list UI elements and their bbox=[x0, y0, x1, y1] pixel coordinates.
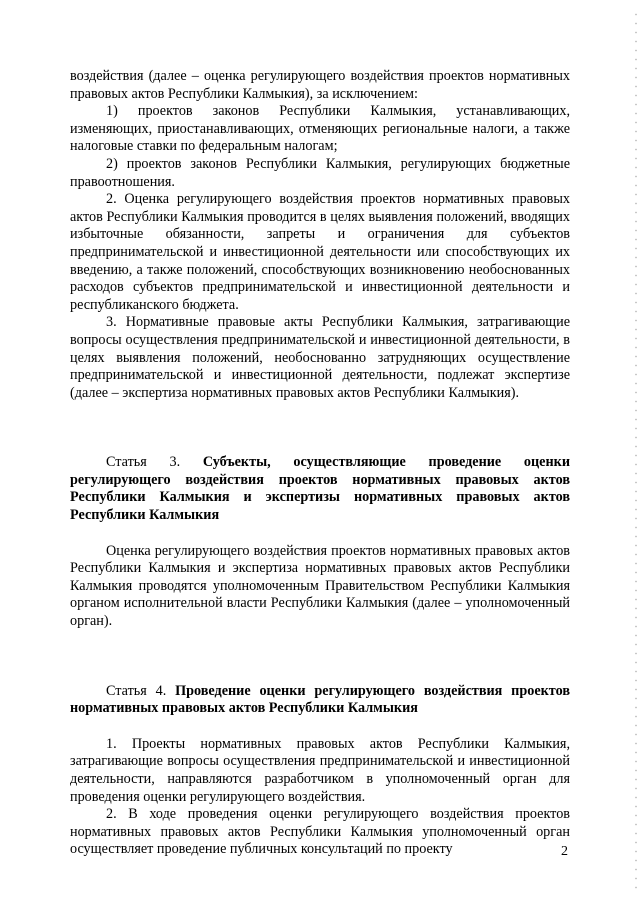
article-4-title: Проведение оценки регулирующего воздействия проектов нормативных правовых актов Республики Калмыкия bbox=[70, 682, 570, 717]
list-item-2: 2) проектов законов Республики Калмыкия, регулирующих бюджетные правоотношения. bbox=[70, 155, 570, 190]
article-4-label: Статья 4. bbox=[106, 682, 176, 699]
article-3-title: Субъекты, осуществляющие проведение оценки регулирующего воздействия проектов нормативных правовых актов Республики Калмыкия и экспертизы нормативных правовых актов Республики Калмыкия bbox=[70, 454, 571, 524]
page-number: 2 bbox=[561, 844, 568, 859]
article-3-body: Оценка регулирующего воздействия проектов нормативных правовых актов Республики Калмыкия и экспертиза нормативных правовых актов Республики Калмыкия проводятся уполномоченным Правительством Республики Калмыкия органом исполнительной власти Республики Калмыкия (далее – уполномоченный орган). bbox=[70, 542, 570, 630]
scan-edge-marks bbox=[635, 10, 637, 895]
document-page bbox=[70, 68, 570, 859]
paragraph-3: 3. Нормативные правовые акты Республики Калмыкия, затрагивающие вопросы осуществления предпринимательской и инвестиционной деятельности, в целях выявления положений, необоснованно затрудняющих осуществление предпринимательской и инвестиционной деятельности, подлежат экспертизе (далее – экспертиза нормативных правовых актов Республики Калмыкия). bbox=[70, 314, 570, 401]
paragraph-intro-continued: воздействия (далее – оценка регулирующего воздействия проектов нормативных правовых актов Республики Калмыкия), за исключением: bbox=[70, 68, 570, 102]
article-4-paragraph-1: 1. Проекты нормативных правовых актов Республики Калмыкия, затрагивающие вопросы осуществления предпринимательской и инвестиционной деятельности, направляются разработчиком в уполномоченный орган для проведения оценки регулирующего воздействия. bbox=[70, 735, 570, 805]
article-4-heading bbox=[70, 683, 570, 718]
article-3-heading bbox=[70, 454, 570, 524]
paragraph-2: 2. Оценка регулирующего воздействия проектов нормативных правовых актов Республики Калмыкия проводится в целях выявления положений, вводящих избыточные обязанности, запреты и ограничения для субъектов предпринимательской и инвестиционной деятельности или способствующих их введению, а также положений, способствующих возникновению необоснованных расходов субъектов предпринимательской и инвестиционной деятельности и республиканского бюджета. bbox=[70, 191, 570, 313]
article-4-paragraph-2: 2. В ходе проведения оценки регулирующего воздействия проектов нормативных правовых актов Республики Калмыкия уполномоченный орган осуществляет проведение публичных консультаций по проекту bbox=[70, 806, 570, 858]
list-item-1: 1) проектов законов Республики Калмыкия, устанавливающих, изменяющих, приостанавливающих, отменяющих региональные налоги, а также налоговые ставки по федеральным налогам; bbox=[70, 103, 570, 155]
article-3-label: Статья 3. bbox=[106, 454, 203, 471]
